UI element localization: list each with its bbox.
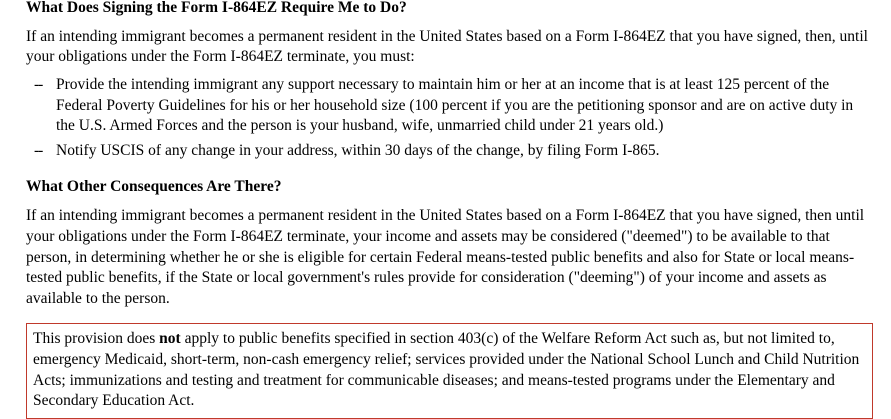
list-item-text: Provide the intending immigrant any support necessary to maintain him or her at an income that is at least 125 percent of the Federal Poverty Guidelines for his or her household size (100 percent if you are the petitioning sponsor and are on active duty in the U.S. Armed Forces and the person is your husband, wife, unmarried child under 21 years old.) (56, 76, 854, 135)
section-one-intro-paragraph: If an intending immigrant becomes a permanent resident in the United States based on a Form I-864EZ that you have signed, then, until your obligations under the Form I-864EZ terminate, you must: (26, 27, 868, 66)
note-text-before-bold: This provision does (33, 330, 160, 348)
dash-bullet-icon: -- (34, 76, 43, 94)
list-item (26, 75, 873, 137)
section-one-heading: What Does Signing the Form I-864EZ Require Me to Do? (26, 0, 407, 16)
requirements-list (26, 75, 873, 161)
list-item-text: Notify USCIS of any change in your address, within 30 days of the change, by filing Form I-865. (56, 141, 660, 159)
dash-bullet-icon: -- (34, 141, 43, 159)
note-emphasis-word: not (159, 330, 181, 348)
highlighted-note-box (26, 323, 873, 418)
note-text (33, 329, 864, 411)
section-two-heading: What Other Consequences Are There? (26, 178, 282, 196)
section-two-paragraph: If an intending immigrant becomes a permanent resident in the United States based on a Form I-864EZ that you have signed, then until your obligations under the Form I-864EZ terminate, your income and assets may be considered ("deemed") to be available to that person, in determining whether he or she is eligible for certain Federal means-tested public benefits and also for State or local means-tested public benefits, if the State or local government's rules provide for consideration ("deeming") of your income and assets as available to the person. (26, 207, 865, 307)
note-text-after-bold: apply to public benefits specified in section 403(c) of the Welfare Reform Act such as, but not limited to, emergency Medicaid, short-term, non-cash emergency relief; services provided under the National School Lunch and Child Nutrition Acts; immunizations and testing and treatment for communicable diseases; and means-tested programs under the Elementary and Secondary Education Act. (33, 330, 860, 410)
list-item (26, 141, 873, 162)
